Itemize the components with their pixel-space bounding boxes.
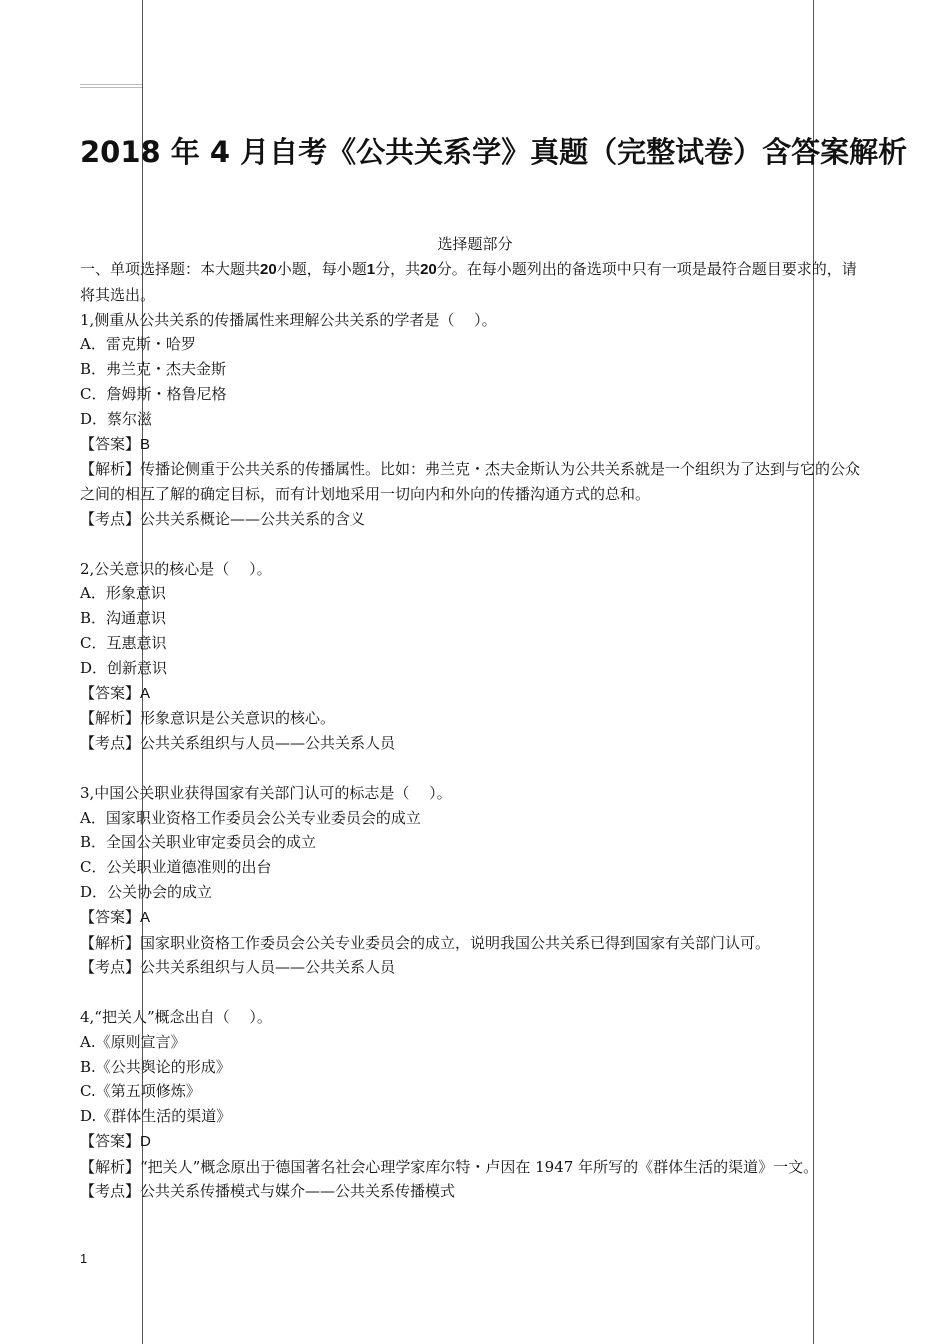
analysis-text: 形象意识是公关意识的核心。 [140,709,336,728]
option-d: D．蔡尔滋 [80,409,153,428]
answer-value: D [140,1132,151,1150]
intro-score-per-question: 1 [366,261,376,278]
topic-line [80,955,870,980]
header-rule-bottom [80,87,142,88]
answer-label: 【答案】 [80,683,141,702]
question-stem: 1,侧重从公共关系的传播属性来理解公共关系的学者是（ ）。 [80,310,497,329]
option-a: A.《原则宣言》 [80,1032,186,1051]
option-c: C．互惠意识 [80,633,167,652]
analysis-text: “把关人”概念原出于德国著名社会心理学家库尔特・卢因在 1947 年所写的《群体生活的渠道》一文。 [140,1157,819,1176]
intro-text-suffix: 分。在每小题列出的备选项中只有一项是最符合题目要求的，请将其选出。 [80,260,857,304]
answer-line [80,681,870,707]
answer-line [80,905,870,931]
analysis-label: 【解析】 [80,709,141,728]
option-a: A．形象意识 [80,584,166,603]
analysis-label: 【解析】 [80,1157,141,1176]
option-d: D．创新意识 [80,658,168,677]
answer-label: 【答案】 [80,1131,141,1150]
analysis-line [80,931,870,956]
answer-label: 【答案】 [80,434,141,453]
topic-label: 【考点】 [80,1182,141,1201]
option-a: A．国家职业资格工作委员会公关专业委员会的成立 [80,808,421,827]
option-b: B.《公共舆论的形成》 [80,1057,231,1076]
intro-text-prefix: 一、单项选择题：本大题共 [80,260,261,278]
document-body [80,257,870,1204]
answer-line [80,1129,870,1155]
question-block-3 [80,781,870,980]
option-c: C．公关职业道德准则的出台 [80,858,272,877]
option-d: D.《群体生活的渠道》 [80,1107,232,1126]
question-block-4 [80,1005,870,1204]
question-block-1 [80,308,870,532]
topic-text: 公共关系传播模式与媒介——公共关系传播模式 [140,1182,456,1201]
question-stem: 2,公关意识的核心是（ ）。 [80,559,272,578]
analysis-text: 国家职业资格工作委员会公关专业委员会的成立，说明我国公共关系已得到国家有关部门认可。 [140,933,771,952]
topic-label: 【考点】 [80,958,141,977]
question-block-2 [80,557,870,756]
analysis-line [80,1155,870,1180]
topic-line [80,731,870,756]
option-b: B．全国公关职业审定委员会的成立 [80,833,317,852]
analysis-line [80,457,870,507]
intro-text-mid2: 分，共 [375,260,421,278]
answer-value: A [140,908,151,926]
question-stem: 4,“把关人”概念出自（ ）。 [80,1007,272,1026]
question-stem: 3,中国公关职业获得国家有关部门认可的标志是（ ）。 [80,783,452,802]
topic-text: 公共关系组织与人员——公共关系人员 [140,958,396,977]
topic-label: 【考点】 [80,509,141,528]
topic-text: 公共关系组织与人员——公共关系人员 [140,734,396,753]
option-d: D．公关协会的成立 [80,882,213,901]
answer-value: A [140,684,151,702]
option-a: A．雷克斯・哈罗 [80,335,196,354]
topic-text: 公共关系概论——公共关系的含义 [140,509,366,528]
document-title: 2018 年 4 月自考《公共关系学》真题（完整试卷）含答案解析 [80,135,908,169]
topic-label: 【考点】 [80,734,141,753]
intro-total-score: 20 [420,261,437,278]
option-c: C.《第五项修炼》 [80,1082,201,1101]
answer-value: B [140,435,151,453]
header-rule-top [80,84,142,85]
option-b: B．沟通意识 [80,609,167,628]
option-b: B．弗兰克・杰夫金斯 [80,360,227,379]
analysis-label: 【解析】 [80,460,141,479]
answer-line [80,432,870,458]
option-c: C．詹姆斯・格鲁尼格 [80,384,227,403]
topic-line [80,507,870,532]
analysis-label: 【解析】 [80,933,141,952]
page-number: 1 [80,1251,88,1266]
section-title: 选择题部分 [437,235,513,253]
intro-text-mid1: 小题，每小题 [276,260,367,278]
answer-label: 【答案】 [80,907,141,926]
topic-line [80,1179,870,1204]
analysis-text: 传播论侧重于公共关系的传播属性。比如：弗兰克・杰夫金斯认为公共关系就是一个组织为了达到与它的公众之间的相互了解的确定目标，而有计划地采用一切向内和外向的传播沟通方式的总和。 [80,460,861,504]
intro-question-count: 20 [260,261,277,278]
intro-paragraph [80,257,870,308]
analysis-line [80,706,870,731]
